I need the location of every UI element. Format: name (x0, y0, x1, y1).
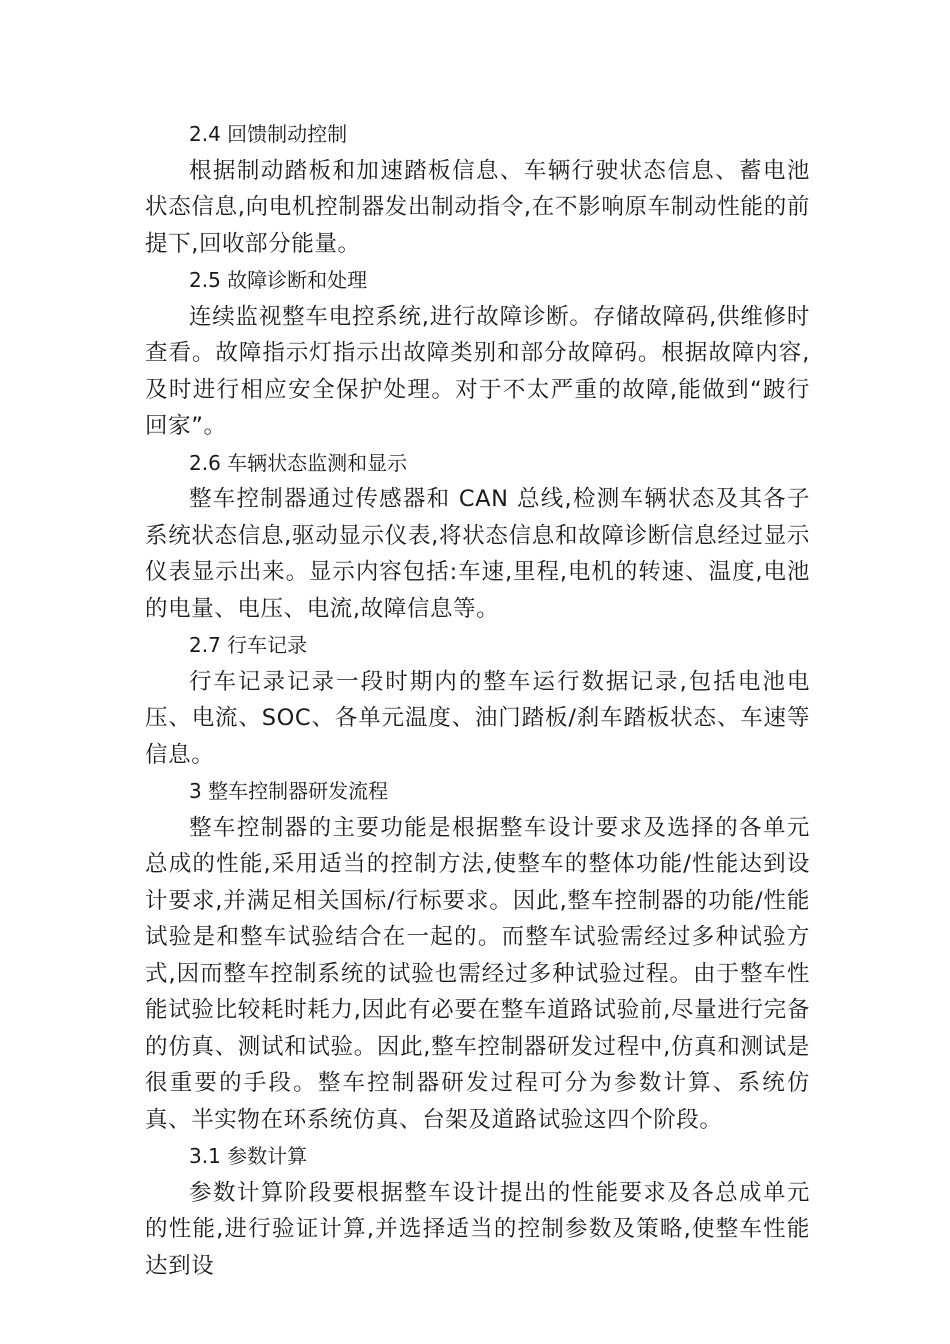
section-heading-2-7: 2.7 行车记录 (189, 633, 308, 657)
section-heading-3: 3 整车控制器研发流程 (189, 779, 389, 803)
section-heading-2-6: 2.6 车辆状态监测和显示 (189, 450, 408, 475)
section-heading-2-4: 2.4 回馈制动控制 (189, 122, 348, 146)
section-paragraph-2-6: 整车控制器通过传感器和 CAN 总线,检测车辆状态及其各子系统状态信息,驱动显示仪表,将状态信息和故障诊断信息经过显示仪表显示出来。显示内容包括:车速,里程,电机的转速、温度,电池的电量、电压、电流,故障信息等。 (145, 486, 810, 622)
section-paragraph-3-1: 参数计算阶段要根据整车设计提出的性能要求及各总成单元的性能,进行验证计算,并选择适当的控制参数及策略,使整车性能达到设 (145, 1179, 810, 1279)
document-page (145, 116, 810, 1284)
section-paragraph-2-5: 连续监视整车电控系统,进行故障诊断。存储故障码,供维修时查看。故障指示灯指示出故障类别和部分故障码。根据故障内容,及时进行相应安全保护处理。对于不太严重的故障,能做到“跛行回家”。 (145, 303, 810, 439)
section-paragraph-2-4: 根据制动踏板和加速踏板信息、车辆行驶状态信息、蓄电池状态信息,向电机控制器发出制动指令,在不影响原车制动性能的前提下,回收部分能量。 (145, 157, 810, 257)
section-paragraph-2-7: 行车记录记录一段时期内的整车运行数据记录,包括电池电压、电流、SOC、各单元温度、油门踏板/刹车踏板状态、车速等信息。 (145, 668, 810, 768)
section-heading-3-1: 3.1 参数计算 (189, 1144, 308, 1168)
section-heading-2-5: 2.5 故障诊断和处理 (189, 268, 368, 292)
section-paragraph-3: 整车控制器的主要功能是根据整车设计要求及选择的各单元总成的性能,采用适当的控制方法,使整车的整体功能/性能达到设计要求,并满足相关国标/行标要求。因此,整车控制器的功能/性能试验是和整车试验结合在一起的。而整车试验需经过多种试验方式,因而整车控制系统的试验也需经过多种试验过程。由于整车性能试验比较耗时耗力,因此有必要在整车道路试验前,尽量进行完备的仿真、测试和试验。因此,整车控制器研发过程中,仿真和测试是很重要的手段。整车控制器研发过程可分为参数计算、系统仿真、半实物在环系统仿真、台架及道路试验这四个阶段。 (145, 814, 810, 1133)
